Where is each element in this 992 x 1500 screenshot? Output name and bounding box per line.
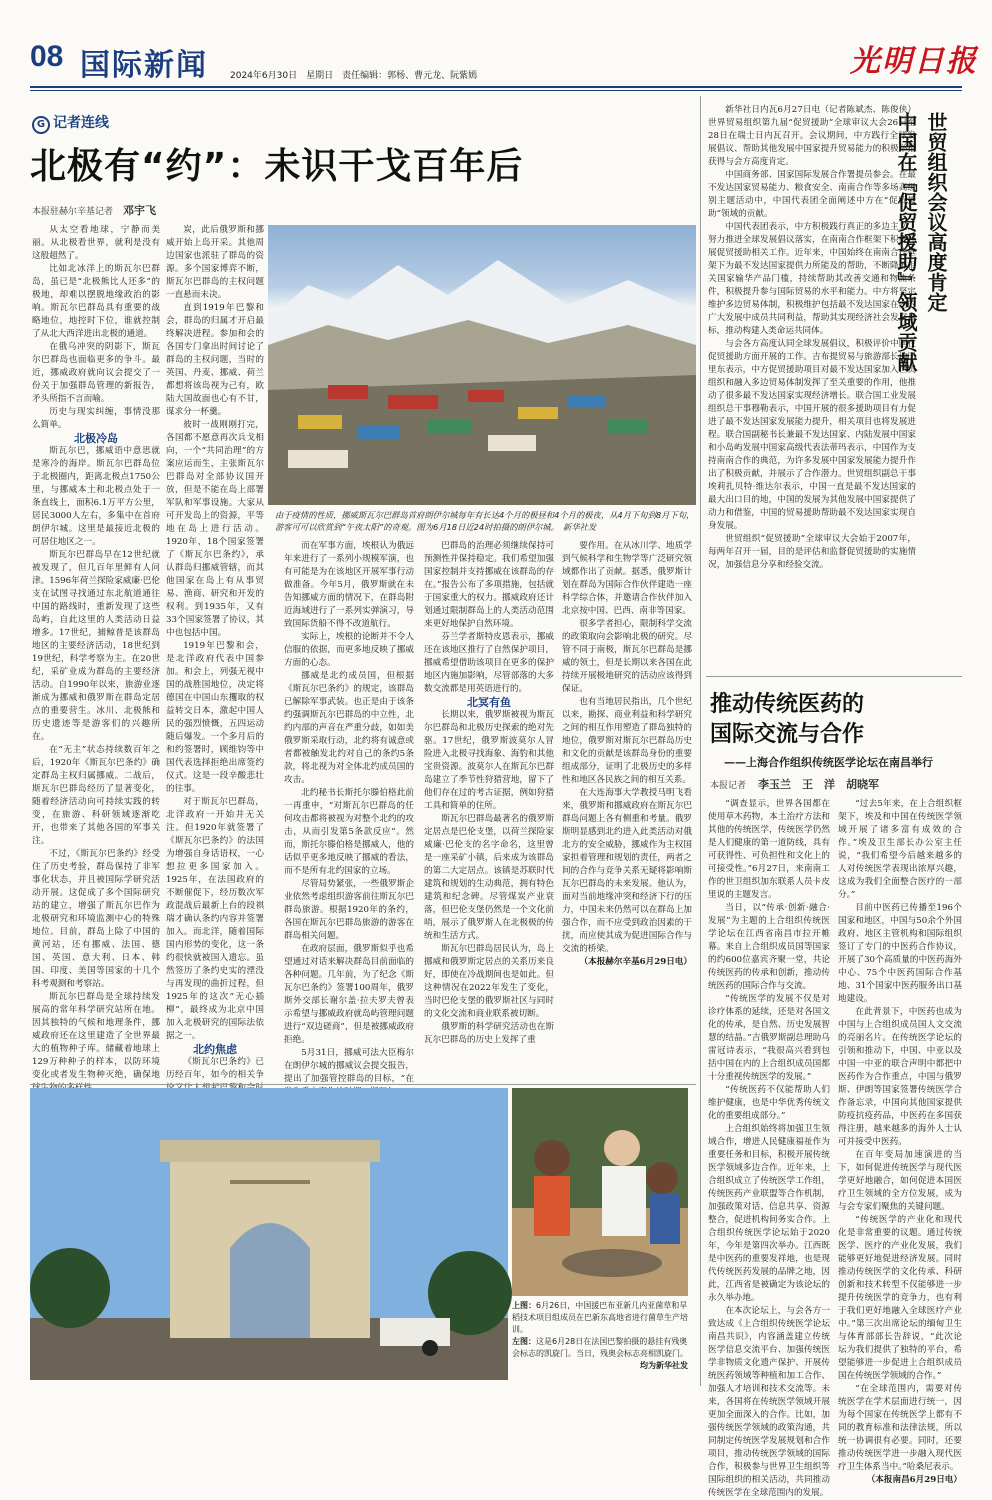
arc-drawing [30, 1088, 508, 1380]
paragraph: 彼时一战刚刚打完，各国都不愿意再次兵戈相向，一个“共同治理”的方案应运而生，主张斯瓦尔巴群岛对全部协议国开放，但是不能在岛上部署军队和军事设施。大家从可开发岛上的资源，平等地在岛上进行活动。1920年，18个国家签署了《斯瓦尔巴条约》，承认群岛归挪威管辖，而其他国家在岛上有从事贸易、渔商、研究和开发的权利。到1935年，又有33个国家签署了协议，其中也包括中国。 [166, 420, 264, 638]
paragraph: 直到1919年巴黎和会，群岛的归属才开启最终解决进程。参加和会的各国专门拿出时间讨论了群岛的主权问题，当时的英国、丹麦、挪威、荷兰都想将该岛视为己有，欧陆大国故面也心有不甘，谋求分一杯羹。 [166, 303, 264, 417]
caption-top: 6月26日，中国援巴布亚新几内亚菌草和旱稻技术项目组成员在巴新东高地省进行菌草生产培训。 [512, 1301, 688, 1334]
paragraph: 在俄乌冲突的阴影下，斯瓦尔巴群岛也面临更多的争斗。最近，挪威政府就向议会提交了一份关于加强群岛管理的新报告，矛头所指不言而喻。 [32, 342, 160, 404]
section-subhead: 北极冷岛 [74, 432, 118, 445]
article1-column-3 [284, 540, 414, 1084]
paragraph: 巴群岛的治理必须继续保持可预测性并保持稳定。我们希望加强国家控制并支持挪威在该群岛的存在。”报告公布了多项措施，包括就于国家重大的权力。挪威政府还计划通过限制群岛上的人类活动范围来更好地保护自然环境。 [424, 541, 554, 629]
paragraph: 对于斯瓦尔巴群岛，北洋政府一开始并无关注。但1920年就签署了《斯瓦尔巴条约》的法国为增强自身话语权，一心想拉更多国家加入。1925年，在法国政府的不断催促下，经历数次军政混战后最新上台的段祺瑞才确认条约内容并签署加入。而北洋，随着国际国内形势的变化，这一条约很快就被国人遗忘。虽然签历了条约史实的湮没与再发现的曲折过程，但1925年的这次“无心插柳”，最终成为北京中国加入北极研究的国际法依据之一。 [166, 797, 264, 1041]
paragraph: 当日，以“传承·创新·融合·发展”为主题的上合组织传统医学论坛在江西省南昌市拉开帷幕。来自上合组织成员国等国家的约600位嘉宾齐聚一堂，共论传统医药的传承和创新，推动传统医药的国际合作与交流。 [708, 903, 830, 991]
paragraph: 俄罗斯的科学研究活动也在斯瓦尔巴群岛的历史上发挥了重 [424, 1022, 554, 1045]
issue-meta: 2024年6月30日 星期日 责任编辑：郭杨、曹元龙、阮紫嫣 [230, 71, 478, 81]
wto-headline-line1: 世贸组织会议高度肯定 [924, 112, 948, 312]
island-drawing [512, 1088, 688, 1296]
paragraph: “传统医学的产业化和现代化是非常重要的议题。通过传统医学、医疗的产业化发展，我们能够更好地促进经济发展。同时推动传统医学的文化传承、科研创新和技术转型不仅能够进一步提升传统医学的竞争力，也有利于我们更好地融入全球医疗产业中。”第三次出席论坛的缅甸卫生与体育部部长告辞说，“此次论坛为我们提供了独特的平台，希望能够进一步促进上合组织成员国在传统医学领域的合作。” [838, 1215, 962, 1381]
section-divider [706, 676, 962, 677]
photo-svalbard-drawing [268, 225, 696, 505]
paragraph: 新华社日内瓦6月27日电（记者陈斌杰、陈俊侠）世界贸易组织第九届“促贸援助”全球审议大会26日至28日在瑞士日内瓦召开。会议期间，中方践行全球发展倡议、帮助其他发展中国家提升贸易能力的积极举措获得与会方高度肯定。 [708, 105, 916, 167]
article-byline [32, 202, 156, 218]
column-g-icon: G [32, 116, 50, 134]
column-label [32, 112, 109, 134]
paragraph: 北约秘书长斯托尔滕伯格此前一再重申，“对斯瓦尔巴群岛的任何攻击都将被视为对整个北约的攻击，从而引发第5条款反应”。然而，斯托尔滕伯格是挪威人，他的话似乎更多地反映了挪威的看法，而不是所有北约国家的立场。 [284, 788, 414, 876]
paragraph: “传统医药不仅能帮助人们维护健康，也是中华优秀传统文化的重要组成部分。” [708, 1085, 830, 1121]
caption-bottom-prefix: 左图： [512, 1337, 536, 1346]
paragraph: 从太空看地球，宁静而美丽。从北极看世界，就利是没有这般超然了。 [32, 225, 160, 261]
tcm-column-a [708, 798, 830, 1498]
caption-bottom: 这是6月28日在法国巴黎拍摄的悬挂有残奥会标志的凯旋门。当日，残奥会标志亮相凯旋门。 [512, 1337, 688, 1358]
paragraph: 斯瓦尔巴群岛早在12世纪就被发现了，但几百年里鲜有人问津。1596年荷兰探险家威廉·巴伦支在试图寻找通过东北航道通往中国的路线时，重新发现了这些岛屿，自此这里的人类活动日益增多。17世纪，捕鲸普是该群岛地区的主要经济活动，18世纪到19世纪，科学考察为主。在20世纪，采矿业成为群岛的主要经济活动。自1990年以来，旅游业逐渐成为挪威和俄罗斯在群岛定居点的重要营生。冰川、北极熊和历史遗迹等是游客们的兴趣所在。 [32, 550, 160, 742]
paragraph: “调查显示，世界各国都在使用草木药物，本土治疗方法和其他的传统医学，传统医学仍然是人们健康的第一道防线，具有可获得性、可负担性和文化上的可接受性。”6月27日，来南南工作的世卫组织加东联系人员卡皮里说的主题发言。 [708, 799, 830, 900]
header-rule [30, 86, 962, 88]
article1-column-5 [562, 540, 692, 1080]
paragraph: 斯瓦尔巴群岛是全球持续发展高的常年科学研究站所在地。因其独特的气候和地理条件，挪威政府还在这里建造了全世界最大的植物种子库。储藏着地球上129万种种子的样本，以防环境变化或者发生物种灭绝，确保地 [32, 992, 160, 1080]
wto-article-text [708, 104, 916, 584]
photo-captions [512, 1300, 688, 1372]
paragraph: 在本次论坛上，与会各方一致达成《上合组织传统医学论坛南昌共识》，内容涵盖建立传统医学信息交流平台、加强传统医学非物质文化遗产保护、开展传统医药领域等种植和加工合作、加强人才培训和技术交流等。未来，各国将在传统医学领域开展更加全面深入的合作。比如，加强传统医学领域的政策沟通，共同制定传统医学发展规划和合作项目，推动传统医学领域的国际合作，积极参与世界卫生组织等国际组织的相关活动，共同推动传统医学在全球范围内的发展。 [708, 1306, 830, 1498]
paragraph: 与会各方高度认同全球发展倡议，积极评价中国在促贸援助方面开展的工作。吉布提贸易与旅游部长迪巴里东表示，中方促贸援助项目对最不发达国家加入世贸组织和融入多边贸易体制发挥了至关重要的作用，他推动了很多最不发达国家实现经济增长。联合国工业发展组织总干事穆勒表示，中国开展的很多援助项目有力促进了最不发达国家发展能力提升，相关项目也将发展进程。联合国副秘书长兼最不发达国家、内陆发展中国家和小岛屿发展中国家高级代表法蒂玛表示，中国作为支持南南合作的典范，为许多发展中国家发展能力提升作出了积极贡献，并展示了合作潜力。世贸组织副总干事埃莉扎贝特·维达尔表示，中国一直是最不发达国家的最大出口目的地，中国的发展为其他发展中国家提供了动力和借鉴，中国的贸易援助帮助最不发达国家实现自身发展。 [708, 339, 916, 531]
paragraph: 中国商务部、国家国际发展合作署提员参会。在最不发达国家贸易能力、粮食安全、南南合作等多场高级别主题活动中，中国代表团全面阐述中方在“促贸援助”领域的贡献。 [708, 170, 916, 219]
photo-caption: 由于疫情的性质，挪威斯瓦尔巴群岛首府朗伊尔城每年有长达4个月的极昼和4个月的极夜，从4月下旬到8月下旬，游客可可以欣赏到“午夜太阳”的奇观。图为6月18日近24时拍摄的朗伊尔城。 新华社发 [275, 510, 695, 532]
caption-top-prefix: 上图： [512, 1301, 536, 1310]
paragraph: 不过，《斯瓦尔巴条约》经受住了历史考验，群岛保持了非军事化状态，并且被国际学研究活动开展。这促成了多个国际研究站的建立，增强了斯瓦尔巴作为北极研究和环境监测中心的特殊地位。目前，群岛上除了中国的黄河站，还有挪威、法国、德国、英国、意大利、日本、韩国、印度、美国等国家的十几个科考观测和考察站。 [32, 849, 160, 989]
paragraph: 《斯瓦尔巴条约》已历经百年，如今的相关争 [166, 1057, 264, 1080]
column-divider [700, 96, 701, 1386]
paragraph: 芬兰学者斯特皮恩表示，挪威还在该地区推行了自然保护项目，挪威希望借助该项目在更多的保护地区内施加影响，尽管部落的大多数交流都是用英语进行的。 [424, 632, 554, 694]
article1-column-4 [424, 540, 554, 1080]
newspaper-logo: 光明日报 [850, 44, 978, 79]
byline-prefix: 本报记者 [710, 781, 747, 791]
paragraph: 长期以来，俄罗斯被视为斯瓦尔巴群岛和北极历史探索的绝对先驱。17世纪，俄罗斯波莫尔人冒险进入北极寻找海象、海豹和其他宝贵资源。波莫尔人在斯瓦尔巴群岛建立了季节性狩猎营地，留下了他们存在过的考古证据，例如狩猎工具和简单的住所。 [424, 710, 554, 811]
paragraph: 斯瓦尔巴群岛居民认为，岛上挪威和俄罗斯定居点的关系历来良好，即使在冷战期间也是如此。但这种情况在2022年发生了变化，当时巴伦支堡的俄罗斯社区与同时的文化交流和商业联系被切断。 [424, 944, 554, 1019]
paragraph: 世贸组织“促贸援助”全球审议大会始于2007年，每两年召开一届，目的是评估和监督促贸援助的实施情况，加强信息分享和经验交流。 [708, 534, 916, 570]
paragraph: “传统医学的发展不仅是对诊疗体系的延续，还是对各国文化的传承，是自然、历史发展智慧的结晶。”吉俄罗斯副总理助乌雷冠诗表示，“我很高兴看到包括中国在内的上合组织成员国都十分重视传统医学的发展。” [708, 994, 830, 1082]
page-number: 08 [30, 40, 64, 73]
paragraph: 在百年变局加速演进的当下，如何促进传统医学与现代医学更好地融合，如何促进本国医疗卫生领域的全方位发展，成为与会专家们聚焦的关键问题。 [838, 1150, 962, 1212]
paragraph: 要作用。在从冰川学、地质学到气候科学和生物学等广泛研究领域都作出了贡献。据悉，俄罗斯计划在群岛为国际合作伙伴建造一座科学综合体，并邀请合作伙伴加入北京按中国、巴西、南非等国家。 [562, 541, 692, 616]
photo-svalbard [268, 225, 696, 505]
paragraph: 斯瓦尔巴，挪威语中意思就是寒冷的海岸。斯瓦尔巴群岛位于北极圈内，距离北极点1750公里，与挪威本土和北极点处于一条直线上，面积6.1万平方公里，居民3000人左右，多集中在首府朗伊尔城。这里是最接近北极的可居住地区之一。 [32, 446, 160, 547]
paragraph: 5月31日，挪威可法大臣梅尔在朗伊尔城的挪威议会提交报告，提出了加强管控群岛的目标，“在 [284, 1048, 414, 1084]
paragraph: 中国代表团表示，中方积极践行真正的多边主义，努力推进全球发展倡议落实，在南南合作框架下积极开展促贸援助相关工作。近年来，中国始终在南南合作框架下为最不发达国家提供力所能及的帮助，不断降低相关国家输华产品门槛，持续帮助其改善交通和物流条件，积极提升参与国际贸易的水平和能力。中方将坚定维护多边贸易体制，积极维护包括最不发达国家在内的广大发展中成员共同利益，帮助其实现经济社会发展目标，推动构建人类命运共同体。 [708, 222, 916, 336]
paragraph: 挪威是北约成员国，但根据《斯瓦尔巴条约》的规定，该群岛已解除军事武装。也正是由于该条约强调斯瓦尔巴群岛的中立性，北约内部的声音在严重分歧，如如美俄罗斯采取行动，北约将有诚意或者都被触发北约对自己的条约5条款，将北视为对全体北约成员国的攻击。 [284, 671, 414, 785]
paragraph: 在大连海事大学教授马明飞看来，俄罗斯和挪威政府在斯瓦尔巴群岛问题上各有侧重和考量。俄罗斯明显感到北约进入此类活动对俄北方的安全威胁，挪威作为主权国家担着管理和规划的责任，两者之间的合作与竞争关系无疑将影响斯瓦尔巴群岛的未来发展。他认为，面对当前地缘冲突和经济下行的压力，中国未来仍然可以在群岛上加强合作，而不应受到政治因素的干扰，而应使其成为促进国际合作与交流的桥梁。 [562, 788, 692, 954]
tcm-headline-line1: 推动传统医药的 [710, 692, 865, 717]
paragraph: 目前中医药已传播至196个国家和地区，中国与50余个外国政府、地区主管机构和国际组织签订了专门的中医药合作协议，开展了30个高质量的中医药海外中心、75个中医药国际合作基地、31个国家中医药服务出口基地建设。 [838, 903, 962, 1004]
paragraph: 比如北冰洋上的斯瓦尔巴群岛，虽已是“北极熊比人还多”的极地，却难以摆脱地缘政治的影响。斯瓦尔巴群岛具有重要的战略地位，地控时下位，谁就控制了从北大西洋进出北极的通道。 [32, 264, 160, 339]
byline-author: 邓宇飞 [123, 204, 157, 217]
paragraph: 在“无主”状态持续数百年之后，1920年《斯瓦尔巴条约》确定群岛主权归属挪威。二战后，斯瓦尔巴群岛经历了显著变化，随着经济活动向可持续实践的转变，在旅游、科研领域逐渐吃开，也带来了其他各国的军事关注。 [32, 745, 160, 846]
section-subhead: 北约焦虑 [193, 1043, 237, 1056]
dateline-end: （本报赫尔辛基6月29日电） [579, 957, 692, 967]
paragraph: 而在军事方面，埃根认为俄远年来进行了一系列小规模军演，也有可能是为在该地区开展军事行动做准备。今年5月，俄罗斯就在未告知挪威方面的情况下，在群岛附近海域进行了一系列实弹演习，导致国际货船不得不改道航行。 [284, 541, 414, 629]
photo-pacific-island [512, 1088, 688, 1296]
section-subhead: 北冥有鱼 [467, 696, 511, 709]
dateline-end: （本报南昌6月29日电） [866, 1475, 962, 1485]
paragraph: 实际上，埃根的论断并不令人信服的依据，而更多地反映了挪威方面的心态。 [284, 632, 414, 668]
wto-headline-line2: 中国在『促贸援助』领域贡献 [894, 112, 918, 372]
paragraph: 也有当地居民指出，几个世纪以来，勘探、商业利益和科学研究之间的相互作用塑造了群岛独特的地位，俄罗斯对斯瓦尔巴群岛历史和文化的贡献是该群岛身份的重要组成部分，证明了北极历史的多样性和地区各民族之间的相互关系。 [562, 697, 692, 785]
paragraph: “过去5年来，在上合组织框架下，埃及和中国在传统医学领域开展了诸多富有成效的合作。”埃及卫生部长办公室主任说，“我们希望今后越来越多的人对传统医学表现出浓厚兴趣，这成为我们全面整合医疗的一部分。” [838, 799, 962, 900]
article-headline: 北极有“约”：未识干戈百年后 [30, 146, 524, 187]
photo-arc-de-triomphe [30, 1088, 508, 1380]
paragraph: 在此背景下，中医药也成为中国与上合组织成员国人文交流的亮丽名片。在传统医学论坛的引领和推动下，中国、中亚以及中国一中亚的联合声明中都把中医药作为合作重点，中国与俄罗斯、伊朗等国家签署传统医学合作备忘录，中国向其他国家提供防疫抗疫药品，中医药在多国获得注册，越来越多的海外人士认可并接受中医药。 [838, 1007, 962, 1147]
paragraph: 尽管局势紧张，一些俄罗斯企业依然考虑组织游客前往斯瓦尔巴群岛旅游。根据1920年的条约，各国在斯瓦尔巴群岛旅游的游客在群岛相关问题。 [284, 879, 414, 941]
paragraph: 1919年巴黎和会，是北洋政府代表中国参加。和会上，列强无视中国的战胜国地位，决定将德国在中国山东攫取的权益转交日本，激起中国人民的强烈愤慨，五四运动随后爆发。一个多月后的和约签署时，顾维钧等中国代表选择拒绝出席签约仪式。这是一段辛酸悲壮的往事。 [166, 641, 264, 794]
paragraph: 历史与现实纠缠，事情没那么简单。 [32, 407, 160, 430]
paragraph: “在全球范围内，需要对传统医学在学术层面进行统一，因为每个国家在传统医学上都有不同的教育标准和法律法规，所以统一协调很有必要。同时，还要推动传统医学进一步融入现代医疗卫生体系当中。”哈桑尼表示。 [838, 1384, 962, 1472]
paragraph: 斯瓦尔巴群岛最著名的俄罗斯定居点是巴伦支堡，以荷兰探险家威廉·巴伦支的名字命名，这里曾是一座采矿小镇，后来成为该群岛的第二大定居点。该镇是苏联时代建筑和规划的生动典范，拥有特色建筑和纪念碑。尽管煤炭产业衰落，但巴伦支堡仍然是一个文化前哨，展示了俄罗斯人在北极极的传统和生活方式。 [424, 814, 554, 941]
tcm-subheadline: ——上海合作组织传统医学论坛在南昌举行 [724, 756, 933, 769]
tcm-headline-line2: 国际交流与合作 [710, 722, 865, 747]
paragraph: 炭，此后俄罗斯和挪威开始上岛开采。其他周边国家也派驻了群岛的资源。多个国家博弈不断，斯瓦尔巴群岛的主权问题一直悬而未决。 [166, 225, 264, 300]
tcm-headline [710, 690, 864, 750]
paragraph: 很多学者担心，限制科学交流的政策取向会影响北极的研究。尽管不同于南极，斯瓦尔巴群岛是挪威的领土，但是长期以来各国在此持续开展极地研究的活动应该得到保证。 [562, 619, 692, 694]
tcm-column-b [838, 798, 962, 1485]
photos-divider [30, 1084, 696, 1085]
section-title: 国际新闻 [80, 48, 208, 83]
column-label-text: 记者连线 [53, 115, 109, 131]
tcm-byline [710, 776, 879, 792]
photo-credit: 均为新华社发 [640, 1361, 688, 1370]
paragraph: 上合组织始终将加强卫生领域合作，增进人民健康福祉作为重要任务和目标，积极开展传统医学领域多边合作。近年来，上合组织成立了传统医学工作组，传统医药产业联盟等合作机制，加强政策对话、信息共享、资源整合，促进机构间务实合作。上合组织传统医学论坛始于2020年，今年是第四次举办。江西既是中医药的重要发祥地，也是现代传统医药发展的品牌之地，因此，江西省是被确定为该论坛的永久举办地。 [708, 1124, 830, 1303]
byline-authors: 李玉兰 王 洋 胡晓军 [758, 778, 880, 791]
header-rule-thin [30, 90, 962, 91]
byline-prefix: 本报驻赫尔辛基记者 [32, 207, 114, 217]
paragraph: 在政府层面，俄罗斯似乎也希望通过对话来解决群岛目前面临的各种问题。几年前，为了纪念《斯瓦尔巴条约》签署100周年，俄罗斯外交部长谢尔盖·拉夫罗夫曾表示希望与挪威政府就岛屿管理问题进行“双边磋商”，但是被挪威政府拒绝。 [284, 944, 414, 1045]
